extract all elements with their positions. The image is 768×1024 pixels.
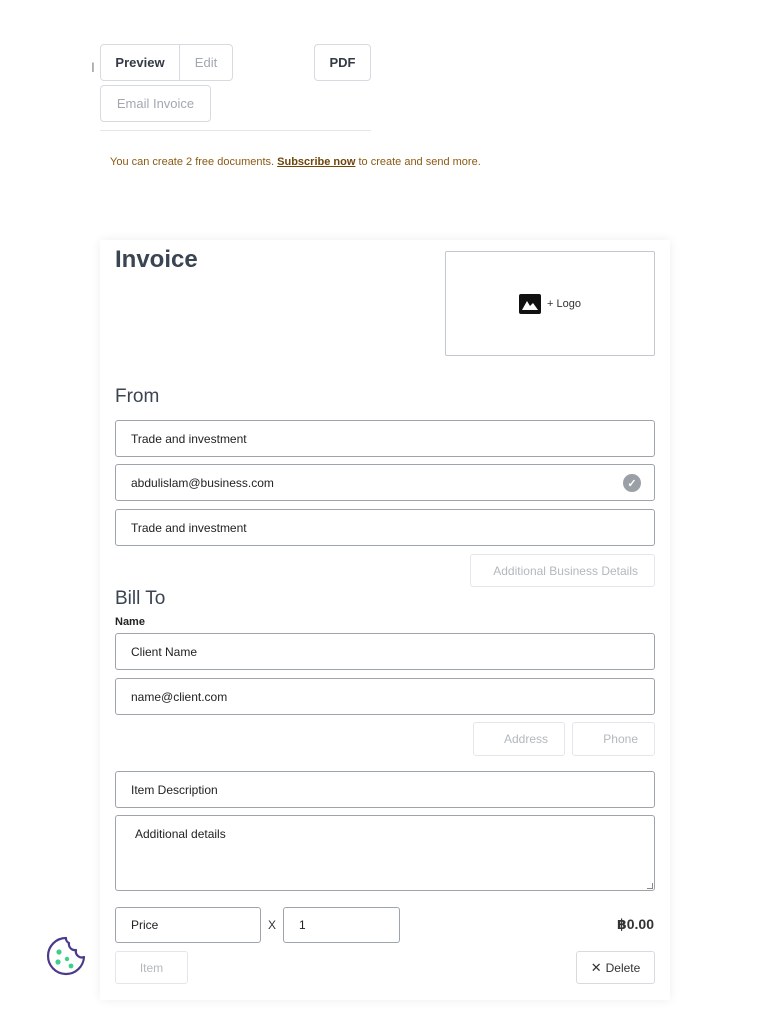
notice-prefix: You can create 2 free documents. xyxy=(110,156,278,168)
cookie-icon xyxy=(45,935,87,977)
client-name-placeholder: Client Name xyxy=(131,644,198,659)
notice-suffix: to create and send more. xyxy=(355,156,481,168)
check-circle-icon: ✓ xyxy=(623,474,641,492)
item-description-placeholder: Item Description xyxy=(131,782,218,797)
pdf-button[interactable]: PDF xyxy=(314,44,371,81)
tab-edit[interactable]: Edit xyxy=(179,44,233,81)
price-input[interactable] xyxy=(115,907,261,943)
add-phone-button[interactable]: Phone xyxy=(572,722,655,756)
quantity-value: 1 xyxy=(299,918,306,932)
quantity-input[interactable] xyxy=(283,907,400,943)
subscribe-now-link[interactable]: Subscribe now xyxy=(277,156,356,168)
additional-business-details-button[interactable]: Additional Business Details xyxy=(470,554,655,587)
image-icon xyxy=(519,294,541,314)
close-icon: ✕ xyxy=(590,959,602,975)
add-logo-button[interactable] xyxy=(445,251,655,356)
business-address-value: Trade and investment xyxy=(131,520,247,535)
business-email-field[interactable] xyxy=(115,464,655,501)
item-description-input[interactable] xyxy=(115,771,655,808)
business-email-value: abdulislam@business.com xyxy=(131,475,274,490)
from-heading: From xyxy=(115,386,160,407)
invoice-title[interactable]: Invoice xyxy=(115,246,198,273)
business-name-value: Trade and investment xyxy=(131,431,247,446)
price-placeholder: Price xyxy=(131,918,159,932)
delete-label: Delete xyxy=(605,960,641,975)
resize-handle[interactable] xyxy=(647,883,653,889)
free-documents-notice xyxy=(110,156,481,168)
logo-label: + Logo xyxy=(547,297,581,310)
business-name-field[interactable] xyxy=(115,420,655,457)
business-address-field[interactable] xyxy=(115,509,655,546)
bill-to-heading: Bill To xyxy=(115,588,166,609)
client-email-input[interactable] xyxy=(115,678,655,715)
item-additional-details-textarea[interactable] xyxy=(115,815,655,891)
client-name-input[interactable] xyxy=(115,633,655,670)
toolbar-divider xyxy=(100,130,371,131)
client-email-placeholder: name@client.com xyxy=(131,689,228,704)
cookie-settings-button[interactable] xyxy=(45,935,87,977)
line-amount: ฿0.00 xyxy=(617,916,654,932)
delete-item-button[interactable] xyxy=(576,951,655,984)
tab-preview[interactable]: Preview xyxy=(100,44,180,81)
email-invoice-button[interactable]: Email Invoice xyxy=(100,85,211,122)
clipped-heading-letter: I xyxy=(91,59,95,75)
add-address-button[interactable]: Address xyxy=(473,722,565,756)
name-label: Name xyxy=(115,616,145,628)
add-item-button[interactable]: Item xyxy=(115,951,188,984)
multiply-sign: X xyxy=(268,918,277,932)
additional-details-placeholder: Additional details xyxy=(135,827,226,841)
